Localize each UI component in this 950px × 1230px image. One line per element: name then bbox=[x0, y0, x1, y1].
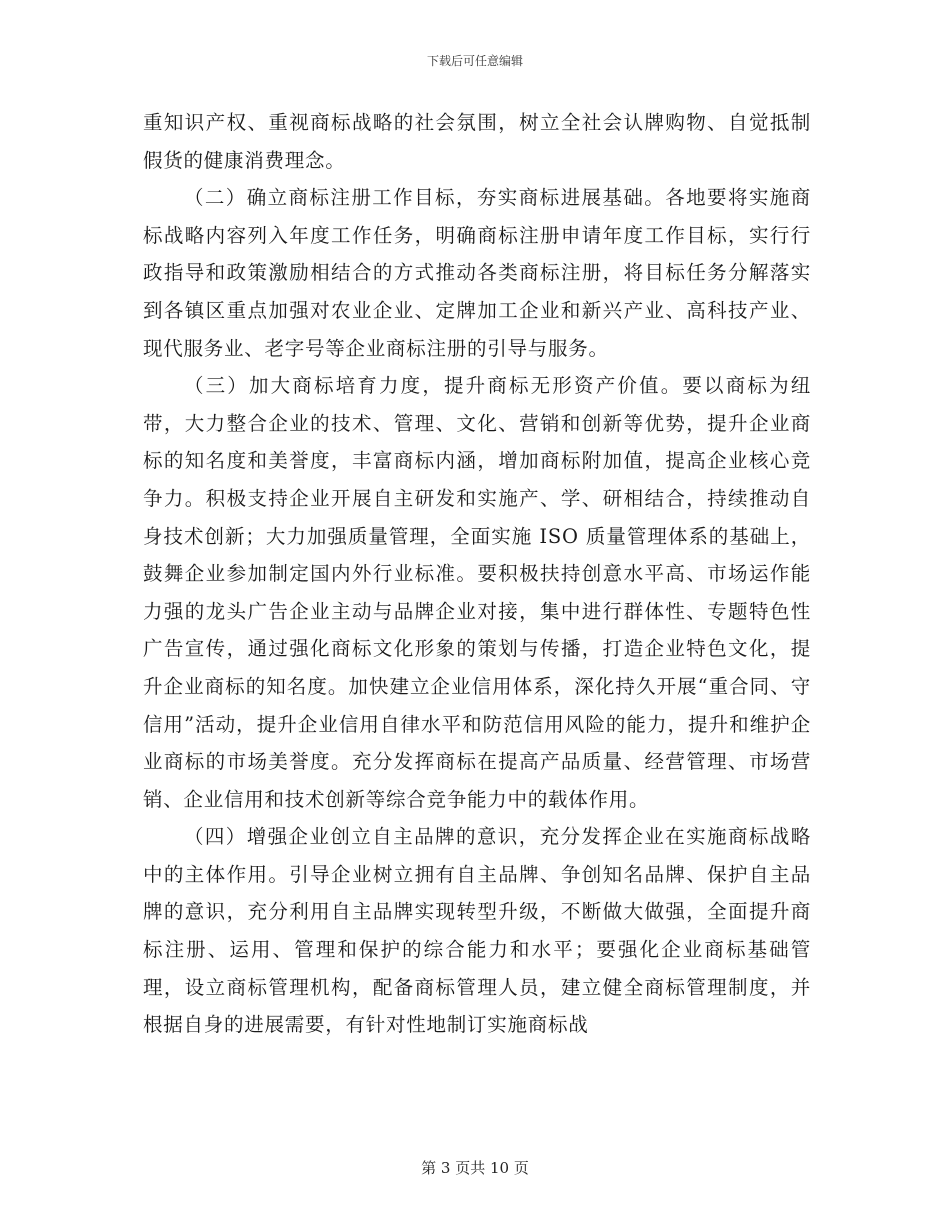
document-body bbox=[143, 104, 811, 1044]
paragraph-section-2: （二）确立商标注册工作目标，夯实商标进展基础。各地要将实施商标战略内容列入年度工作任务，明确商标注册申请年度工作目标，实行行政指导和政策激励相结合的方式推动各类商标注册，将目标任务分解落实到各镇区重点加强对农业企业、定牌加工企业和新兴产业、高科技产业、现代服务业、老字号等企业商标注册的引导与服务。 bbox=[143, 186, 811, 360]
paragraph-section-3: （三）加大商标培育力度，提升商标无形资产价值。要以商标为纽带，大力整合企业的技术、管理、文化、营销和创新等优势，提升企业商标的知名度和美誉度，丰富商标内涵，增加商标附加值，提高企业核心竞争力。积极支持企业开展自主研发和实施产、学、研相结合，持续推动自身技术创新；大力加强质量管理，全面实施 ISO 质量管理体系的基础上，鼓舞企业参加制定国内外行业标准。要积极扶持创意水平高、市场运作能力强的龙头广告企业主动与品牌企业对接，集中进行群体性、专题特色性广告宣传，通过强化商标文化形象的策划与传播，打造企业特色文化，提升企业商标的知名度。加快建立企业信用体系，深化持久开展“重合同、守信用”活动，提升企业信用自律水平和防范信用风险的能力，提升和维护企业商标的市场美誉度。充分发挥商标在提高产品质量、经营管理、市场营销、企业信用和技术创新等综合竞争能力中的载体作用。 bbox=[143, 374, 811, 811]
paragraph-continuation: 重知识产权、重视商标战略的社会氛围，树立全社会认牌购物、自觉抵制假货的健康消费理念。 bbox=[143, 111, 811, 172]
paragraph-section-4: （四）增强企业创立自主品牌的意识，充分发挥企业在实施商标战略中的主体作用。引导企业树立拥有自主品牌、争创知名品牌、保护自主品牌的意识，充分利用自主品牌实现转型升级，不断做大做强，全面提升商标注册、运用、管理和保护的综合能力和水平；要强化企业商标基础管理，设立商标管理机构，配备商标管理人员，建立健全商标管理制度，并根据自身的进展需要，有针对性地制订实施商标战 bbox=[143, 825, 811, 1037]
page-number-footer: 第 3 页共 10 页 bbox=[421, 1159, 529, 1177]
page-header-note: 下载后可任意编辑 bbox=[426, 54, 523, 68]
